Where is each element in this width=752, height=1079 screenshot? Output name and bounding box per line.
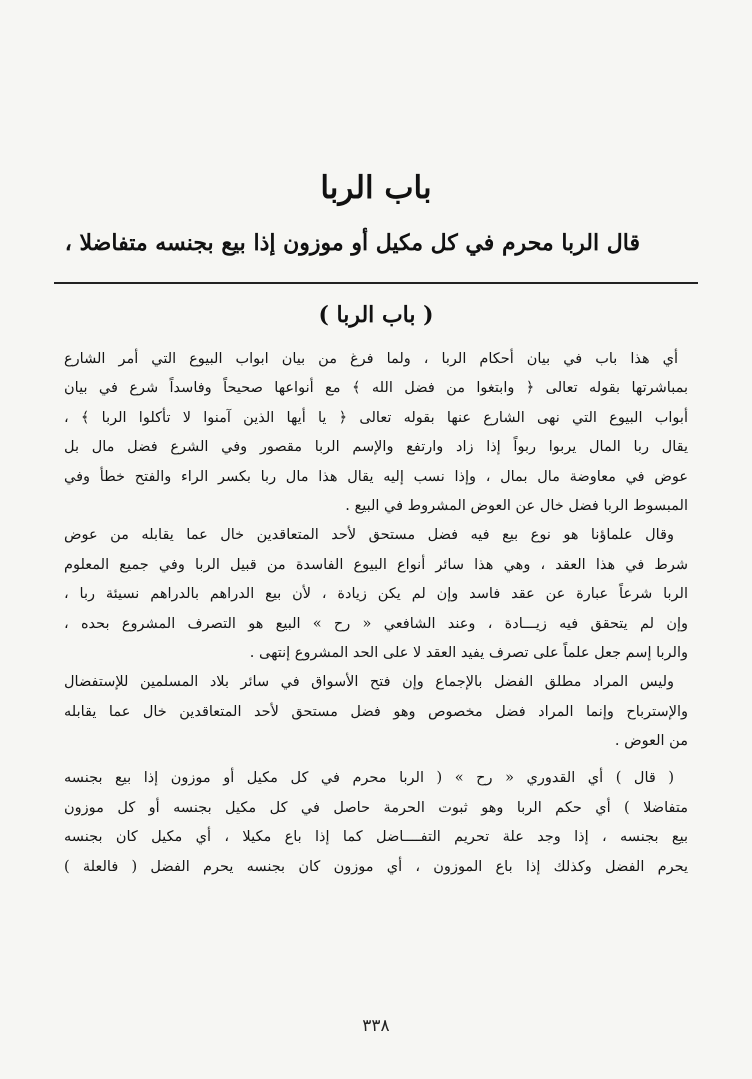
- commentary-body: [64, 345, 688, 882]
- matn-statement: قال الربا محرم في كل مكيل أو موزون إذا بيع بجنسه متفاضلا ،: [64, 230, 640, 256]
- commentary-line: بيع بجنسه ، إذا وجد علة تحريم التفــــاضل كما إذا باع مكيلا ، أي مكيل كان بجنسه: [64, 829, 688, 846]
- commentary-line: أبواب البيوع التي نهى الشارع عنها بقوله تعالى ﴿ يا أيها الذين آمنوا لا تأكلوا الربا ﴾ ،: [64, 409, 688, 426]
- commentary-line: وإن لم يتحقق فيه زيـــادة ، وعند الشافعي « رح » البيع هو التصرف المشروع بحده ،: [64, 615, 688, 632]
- commentary-line: يقال ربا المال يربوا ربواً إذا زاد وارتفع والإسم الربا مقصور وفي الشرع فضل مال بل: [64, 439, 688, 456]
- page-number: ٣٣٨: [362, 1016, 390, 1036]
- commentary-line: المبسوط الربا فضل خال عن العوض المشروط في البيع .: [345, 497, 688, 514]
- commentary-line: شرط في هذا العقد ، وهي هذا سائر أنواع البيوع الفاسدة من قبيل الربا وفي جميع المعلوم: [64, 556, 688, 573]
- chapter-title: باب الربا: [320, 170, 432, 206]
- commentary-line: يحرم الفضل وكذلك إذا باع الموزون ، أي موزون كان بجنسه يحرم الفضل ( فالعلة ): [64, 858, 688, 875]
- commentary-line: وليس المراد مطلق الفضل بالإجماع وإن فتح الأسواق في سائر بلاد المسلمين للإستفضال: [64, 674, 674, 691]
- commentary-line: والإسترباح وإنما المراد فضل مخصوص وهو فضل مستحق لأحد المتعاقدين خال عما يقابله: [64, 703, 688, 720]
- commentary-line: والربا إسم جعل علماً على تصرف يفيد العقد لا على الحد المشروع إنتهى .: [249, 644, 688, 661]
- commentary-line: الربا شرعاً عبارة عن عقد فاسد وإن لم يكن زيادة ، لأن بيع الدراهم بالدراهم نسيئة ربا ،: [64, 586, 688, 603]
- commentary-line: عوض في معاوضة مال بمال ، وإذا نسب إليه يقال هذا مال ربا بكسر الراء والفتح خطأ وفي: [64, 468, 688, 485]
- commentary-line: ( قال ) أي القدوري « رح » ( الربا محرم في كل مكيل أو موزون إذا بيع بجنسه: [64, 770, 674, 787]
- commentary-line: بمباشرتها بقوله تعالى ﴿ وابتغوا من فضل الله ﴾ مع أنواعها صحيحاً وفاسداً شرع في بيان: [64, 380, 688, 397]
- commentary-line: وقال علماؤنا هو نوع بيع فيه فضل مستحق لأحد المتعاقدين خال عما يقابله من عوض: [64, 527, 674, 544]
- horizontal-divider: [54, 282, 698, 284]
- commentary-line: متفاضلا ) أي حكم الربا وهو ثبوت الحرمة حاصل في كل مكيل بجنسه أو كل موزون: [64, 799, 688, 816]
- commentary-line: من العوض .: [614, 733, 688, 750]
- section-heading: ( باب الربا ): [318, 302, 434, 328]
- commentary-line: أي هذا باب في بيان أحكام الربا ، ولما فرغ من بيان ابواب البيوع التي أمر الشارع: [64, 351, 678, 367]
